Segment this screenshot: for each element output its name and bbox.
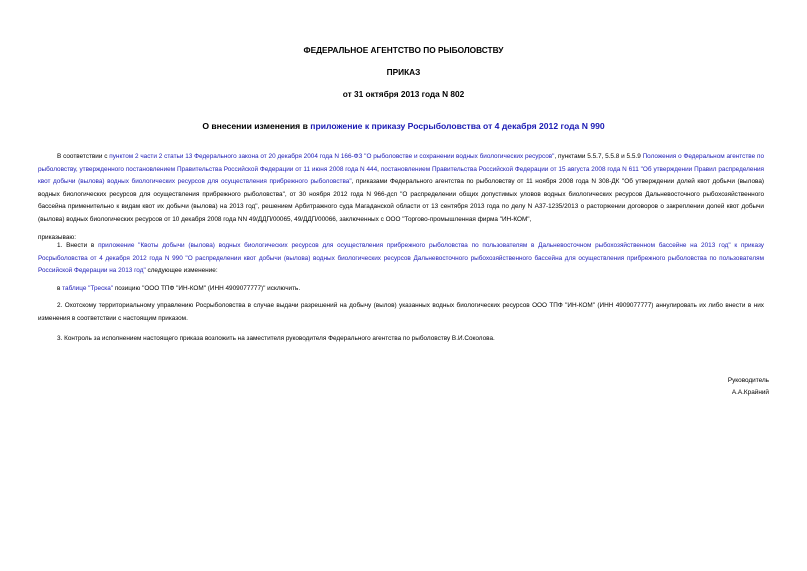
item-1-text-2: следующее изменение: bbox=[145, 267, 218, 275]
appendix-link[interactable]: приложение "Квоты добычи (вылова) водных биологических ресурсов для осуществления прибрежного рыболовства по пользователям в Дальневосточном рыбохозяйственном бассейне на 2013 год" к приказу Росрыболовства от 4 декабря 2012 года N 990 "О распределении квот добычи (вылова) водных биологических ресурсов Дальневосточного рыбохозяйственного бассейна для осуществления прибрежного рыболовства по пользователям Российской Федерации на 2013 год" bbox=[38, 242, 764, 275]
title-text: О внесении изменения в bbox=[202, 121, 311, 131]
preamble-text-1: В соответствии с bbox=[57, 153, 110, 160]
document-title bbox=[0, 121, 807, 131]
title-link[interactable]: приложение к приказу Росрыболовства от 4 декабря 2012 года N 990 bbox=[310, 121, 605, 131]
resolution-link[interactable]: постановлением Правительства Российской Федерации от 15 августа 2008 года N 611 "Об утверждении Правил распределения квот добычи (вылова) водных биологических ресурсов для осуществления прибрежного рыболовства" bbox=[38, 165, 765, 186]
law-link[interactable]: пунктом 2 части 2 статьи 13 Федерального закона от 20 декабря 2004 года N 166-ФЗ "О рыболовстве и сохранении водных биологических ресурсов" bbox=[109, 153, 555, 160]
agency-name: ФЕДЕРАЛЬНОЕ АГЕНТСТВО ПО РЫБОЛОВСТВУ bbox=[303, 45, 504, 55]
order-word: приказываю: bbox=[38, 234, 76, 241]
signature-name: А.А.Крайний bbox=[731, 389, 769, 396]
item-3-paragraph: 3. Контроль за исполнением настоящего приказа возложить на заместителя руководителя Федерального агентства по рыболовству В.И.Соколова. bbox=[57, 335, 495, 342]
item-1-sub-text-2: позицию "ООО ТПФ "ИН-КОМ" (ИНН 4909077777)" исключить. bbox=[113, 285, 301, 292]
preamble-text-3: , bbox=[377, 165, 381, 173]
item-1-subparagraph bbox=[38, 285, 764, 292]
preamble-text-2: , пунктами 5.5.7, 5.5.8 и 5.5.9 bbox=[554, 153, 643, 160]
item-1-paragraph bbox=[38, 240, 764, 278]
item-1-sub-text-1: в bbox=[57, 285, 63, 292]
document-date-number: от 31 октября 2013 года N 802 bbox=[342, 89, 465, 99]
item-1-text-1: 1. Внести в bbox=[57, 242, 99, 249]
cod-table-link[interactable]: таблице "Треска" bbox=[62, 285, 114, 292]
regulation-link[interactable]: Положения о Федеральном агентстве по рыболовству, утвержденного постановлением Правительства Российской Федерации от 11 июня 2008 года N 444 bbox=[38, 153, 765, 173]
preamble-text-4: , приказами Федерального агентства по рыболовству от 11 ноября 2008 года N 308-ДК "Об утверждении долей квот добычи (вылова) водных биологических ресурсов для осуществления прибрежного рыболовства", от 30 ноября 2012 года N 966-дсп "О распределении общих допустимых уловов водных биологических ресурсов Дальневосточного рыбохозяйственного бассейна применительно к видам квот их добычи (вылова) на 2013 год", решением Арбитражного суда Магаданской области от 13 сентября 2013 года по делу N А37-1235/2013 о расторжении договоров о закреплении долей квот добычи (вылова) водных биологических ресурсов от 10 декабря 2008 года NN 49/ДДП/00065, 49/ДДП/00066, заключенных с ООО "Торгово-промышленная фирма "ИН-КОМ", bbox=[38, 178, 764, 223]
signature-position: Руководитель bbox=[727, 377, 769, 384]
preamble-paragraph bbox=[38, 151, 764, 227]
item-2-paragraph: 2. Охотскому территориальному управлению Росрыболовства в случае выдачи разрешений на добычу (вылов) указанных водных биологических ресурсов ООО ТПФ "ИН-КОМ" (ИНН 4909077777) аннулировать их либо внести в них изменения в соответствии с настоящим приказом. bbox=[38, 302, 764, 322]
document-type: ПРИКАЗ bbox=[386, 67, 421, 77]
